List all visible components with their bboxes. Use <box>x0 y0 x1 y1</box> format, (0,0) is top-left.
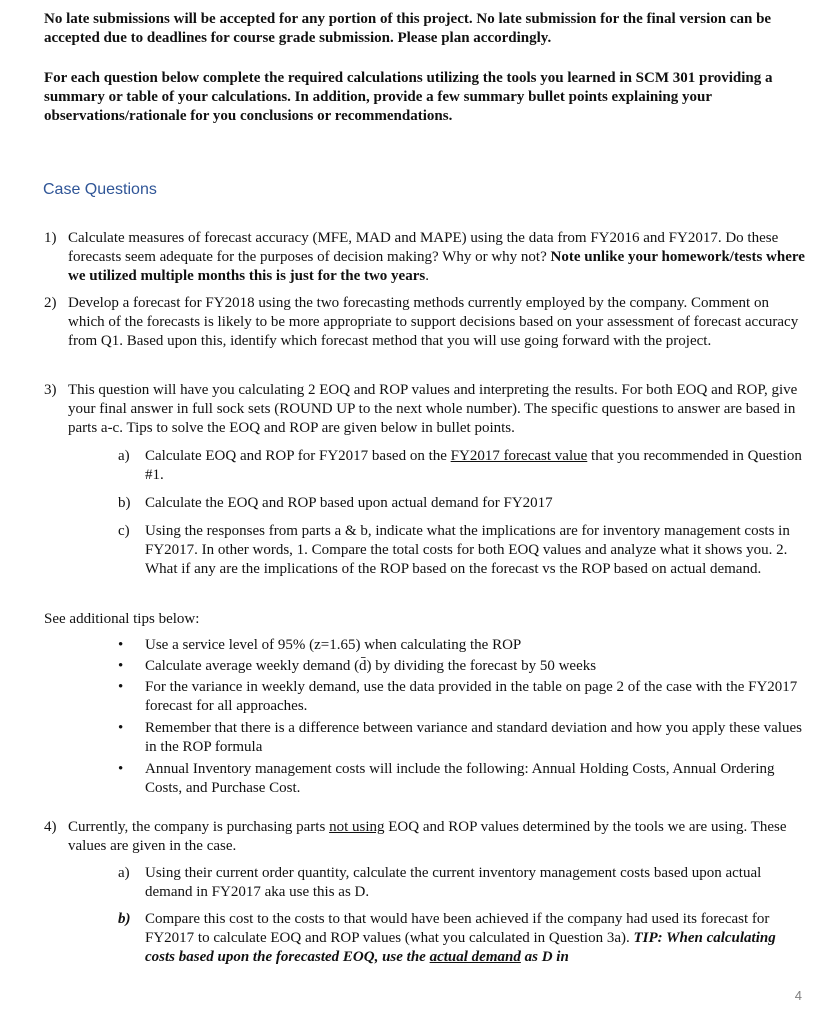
q4b-text <box>145 910 805 967</box>
bullet-icon: • <box>118 720 124 736</box>
q4-number: 4) <box>44 819 57 835</box>
q1-end: . <box>425 268 429 284</box>
q3-number: 3) <box>44 382 57 398</box>
q4-text <box>68 818 808 856</box>
q4b-tip-part2: as D in <box>520 949 569 965</box>
page-number: 4 <box>794 988 802 1003</box>
q4-text-part2: EOQ and ROP values determined by the tools we are using. These values are given in the case. <box>68 819 787 854</box>
bullet-icon: • <box>118 679 124 695</box>
q4b-tip-part1: TIP: When calculating costs based upon the forecasted EOQ, use the <box>145 930 776 965</box>
q1-text <box>68 229 808 286</box>
tips-title: See additional tips below: <box>44 611 200 627</box>
late-submission-notice: No late submissions will be accepted for any portion of this project. No late submission for the final version can be accepted due to deadlines for course grade submission. Please plan accordingly. <box>44 11 772 46</box>
tip-item: Calculate average weekly demand (d̄) by dividing the forecast by 50 weeks <box>145 658 597 674</box>
tip-item: Remember that there is a difference between variance and standard deviation and how you apply these values in the ROP formula <box>145 720 802 755</box>
q1-number: 1) <box>44 230 57 246</box>
q4a-label: a) <box>118 865 130 881</box>
q2-text: Develop a forecast for FY2018 using the two forecasting methods currently employed by the company. Comment on which of the forecasts is likely to be more appropriate to support decisions based on your assessment of forecast accuracy from Q1. Based upon this, identify which forecast method that you will use going forward with the project. <box>68 295 799 349</box>
q2-number: 2) <box>44 295 57 311</box>
q3a-label: a) <box>118 448 130 464</box>
q4-underlined: not using <box>329 819 385 835</box>
tip-item: Use a service level of 95% (z=1.65) when calculating the ROP <box>145 637 522 653</box>
tip-item: For the variance in weekly demand, use the data provided in the table on page 2 of the case with the FY2017 forecast for all approaches. <box>145 679 798 714</box>
q3a-text <box>145 447 810 485</box>
q3b-label: b) <box>118 495 131 511</box>
bullet-icon: • <box>118 761 124 777</box>
q4b-tip-underlined: actual demand <box>429 949 521 965</box>
q4b-body: Compare this cost to the costs to that would have been achieved if the company had used its forecast for FY2017 to calculate EOQ and ROP values (what you calculated in Question 3a). <box>145 911 770 946</box>
case-questions-heading: Case Questions <box>43 181 157 198</box>
q3a-forecast-link: FY2017 forecast value <box>450 448 588 464</box>
q4b-label: b) <box>118 911 131 927</box>
instructions-paragraph: For each question below complete the required calculations utilizing the tools you learned in SCM 301 providing a summary or table of your calculations. In addition, provide a few summary bullet points explaining your observations/rationale for you conclusions or recommendations. <box>44 70 773 124</box>
q4a-text: Using their current order quantity, calculate the current inventory management costs based upon actual demand in FY2017 aka use this as D. <box>145 865 762 900</box>
q3a-text-part2: that you recommended in Question #1. <box>145 448 802 483</box>
q3b-text: Calculate the EOQ and ROP based upon actual demand for FY2017 <box>145 495 553 511</box>
q3c-label: c) <box>118 523 130 539</box>
bullet-icon: • <box>118 637 124 653</box>
bullet-icon: • <box>118 658 124 674</box>
tip-item: Annual Inventory management costs will include the following: Annual Holding Costs, Annual Ordering Costs, and Purchase Cost. <box>145 761 775 796</box>
q1-note: Note unlike your homework/tests where we utilized multiple months this is just for the two years <box>68 249 805 284</box>
q4-text-part1: Currently, the company is purchasing parts <box>68 819 330 835</box>
q1-body: Calculate measures of forecast accuracy (MFE, MAD and MAPE) using the data from FY2016 and FY2017. Do these forecasts seem adequate for the purposes of decision making? Why or why not? <box>68 230 779 265</box>
q3-text: This question will have you calculating 2 EOQ and ROP values and interpreting the results. For both EOQ and ROP, give your final answer in full sock sets (ROUND UP to the next whole number). The specific questions to answer are based in parts a-c. Tips to solve the EOQ and ROP are given below in bullet points. <box>68 382 798 436</box>
q3a-text-part1: Calculate EOQ and ROP for FY2017 based on the <box>145 448 451 464</box>
q3c-text: Using the responses from parts a & b, indicate what the implications are for inventory management costs in FY2017. In other words, 1. Compare the total costs for both EOQ values and analyze what it shows you. 2. What if any are the implications of the ROP based on the forecast vs the ROP based on actual demand. <box>145 523 790 577</box>
